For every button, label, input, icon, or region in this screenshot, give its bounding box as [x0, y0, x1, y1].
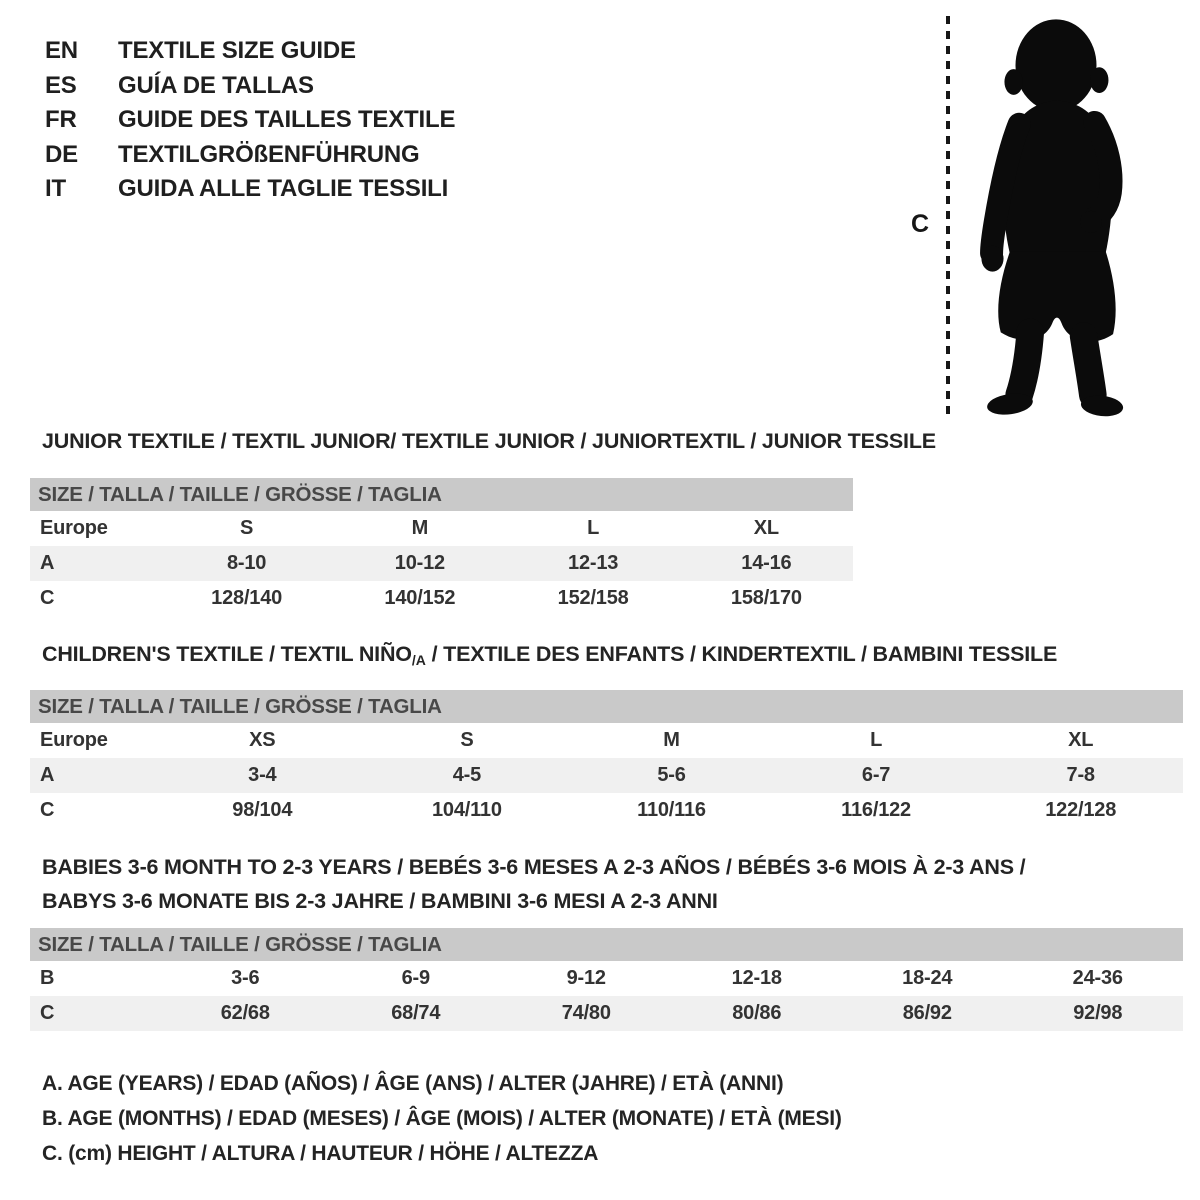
table-cell: 158/170	[730, 587, 802, 609]
table-cell: 122/128	[1045, 799, 1117, 821]
measure-label-c: C	[911, 210, 929, 238]
table-cell: XS	[249, 729, 276, 751]
babies-title-line-2: BABYS 3-6 MONATE BIS 2-3 JAHRE / BAMBINI 3-6 MESI A 2-3 ANNI	[42, 889, 718, 913]
height-measure-dashed-line	[946, 16, 950, 416]
table-cell: 14-16	[741, 552, 792, 574]
table-cell: 4-5	[452, 764, 482, 786]
size-header-bar: SIZE / TALLA / TAILLE / GRÖSSE / TAGLIA	[30, 928, 1183, 961]
table-cell: 116/122	[841, 799, 911, 821]
table-cell: S	[240, 517, 254, 539]
table-cell: M	[411, 517, 429, 539]
table-row	[30, 996, 1183, 1031]
language-row	[45, 69, 455, 104]
table-cell: 62/68	[220, 1002, 270, 1024]
table-cell: 3-4	[248, 764, 277, 786]
language-row	[45, 103, 455, 138]
language-label: GUÍA DE TALLAS	[118, 71, 314, 99]
table-cell: 24-36	[1072, 967, 1123, 989]
table-cell: S	[460, 729, 474, 751]
language-code: IT	[45, 175, 66, 203]
table-cell: 9-12	[566, 967, 606, 989]
table-row	[30, 546, 853, 581]
language-list	[45, 34, 455, 207]
table-cell: 86/92	[902, 1002, 952, 1024]
children-table-rows	[30, 723, 1183, 828]
table-row	[30, 723, 1183, 758]
table-cell: 12-13	[568, 552, 619, 574]
table-row	[30, 511, 853, 546]
table-cell: 18-24	[902, 967, 953, 989]
table-cell: 6-9	[401, 967, 430, 989]
table-cell: 5-6	[657, 764, 686, 786]
language-code: ES	[45, 71, 77, 99]
table-cell: 110/116	[637, 799, 706, 821]
legend-line-a: A. AGE (YEARS) / EDAD (AÑOS) / ÂGE (ANS) / ALTER (JAHRE) / ETÀ (ANNI)	[42, 1072, 784, 1095]
table-row	[30, 581, 853, 616]
language-row	[45, 172, 455, 207]
table-row	[30, 758, 1183, 793]
junior-section-title: JUNIOR TEXTILE / TEXTIL JUNIOR/ TEXTILE JUNIOR / JUNIORTEXTIL / JUNIOR TESSILE	[42, 429, 936, 453]
table-row	[30, 961, 1183, 996]
children-title-sub: /A	[411, 652, 426, 668]
table-cell: 104/110	[431, 799, 502, 821]
table-cell: 140/152	[384, 587, 456, 609]
table-cell: XL	[1068, 729, 1094, 751]
babies-title-line-1: BABIES 3-6 MONTH TO 2-3 YEARS / BEBÉS 3-6 MESES A 2-3 AÑOS / BÉBÉS 3-6 MOIS À 2-3 ANS /	[42, 855, 1026, 879]
table-cell: XL	[753, 517, 779, 539]
legend	[42, 1066, 842, 1171]
table-cell: 6-7	[861, 764, 891, 786]
children-title-prefix: CHILDREN'S TEXTILE / TEXTIL NIÑO	[42, 642, 412, 666]
table-cell: 7-8	[1066, 764, 1095, 786]
size-header-bar: SIZE / TALLA / TAILLE / GRÖSSE / TAGLIA	[30, 690, 1183, 723]
row-label: Europe	[40, 729, 108, 751]
table-cell: L	[870, 729, 883, 751]
row-label: C	[40, 587, 55, 609]
row-label: C	[40, 1002, 55, 1024]
row-label: C	[40, 799, 55, 821]
language-row	[45, 138, 455, 173]
children-title-suffix: / TEXTILE DES ENFANTS / KINDERTEXTIL / BAMBINI TESSILE	[425, 642, 1058, 666]
language-code: EN	[45, 37, 78, 65]
language-row	[45, 34, 455, 69]
table-cell: 80/86	[732, 1002, 782, 1024]
table-cell: 74/80	[561, 1002, 611, 1024]
table-row	[30, 793, 1183, 828]
language-label: TEXTILE SIZE GUIDE	[118, 37, 356, 65]
size-header-bar: SIZE / TALLA / TAILLE / GRÖSSE / TAGLIA	[30, 478, 853, 511]
language-label: TEXTILGRÖßENFÜHRUNG	[118, 140, 420, 168]
table-cell: 3-6	[231, 967, 260, 989]
table-cell: 8-10	[227, 552, 267, 574]
language-code: DE	[45, 140, 78, 168]
babies-size-table	[30, 928, 1183, 1031]
table-cell: 12-18	[731, 967, 782, 989]
junior-table-rows	[30, 511, 853, 616]
table-cell: 68/74	[391, 1002, 441, 1024]
children-size-table	[30, 690, 1183, 828]
table-cell: 92/98	[1073, 1002, 1123, 1024]
babies-table-rows	[30, 961, 1183, 1031]
legend-line-c: C. (cm) HEIGHT / ALTURA / HAUTEUR / HÖHE / ALTEZZA	[42, 1142, 599, 1165]
legend-line-b: B. AGE (MONTHS) / EDAD (MESES) / ÂGE (MOIS) / ALTER (MONATE) / ETÀ (MESI)	[42, 1107, 842, 1130]
table-cell: M	[663, 729, 680, 751]
row-label: B	[40, 967, 55, 989]
babies-section-title	[42, 850, 1025, 918]
table-cell: L	[587, 517, 600, 539]
language-label: GUIDA ALLE TAGLIE TESSILI	[118, 175, 449, 203]
table-cell: 152/158	[557, 587, 629, 609]
language-label: GUIDE DES TAILLES TEXTILE	[118, 106, 456, 134]
row-label: Europe	[40, 517, 108, 539]
table-cell: 98/104	[232, 799, 293, 821]
toddler-silhouette-icon	[962, 12, 1150, 417]
row-label: A	[40, 764, 55, 786]
junior-size-table	[30, 478, 853, 616]
children-section-title	[42, 642, 1057, 668]
row-label: A	[40, 552, 55, 574]
table-cell: 128/140	[211, 587, 283, 609]
table-cell: 10-12	[394, 552, 445, 574]
language-code: FR	[45, 106, 77, 134]
